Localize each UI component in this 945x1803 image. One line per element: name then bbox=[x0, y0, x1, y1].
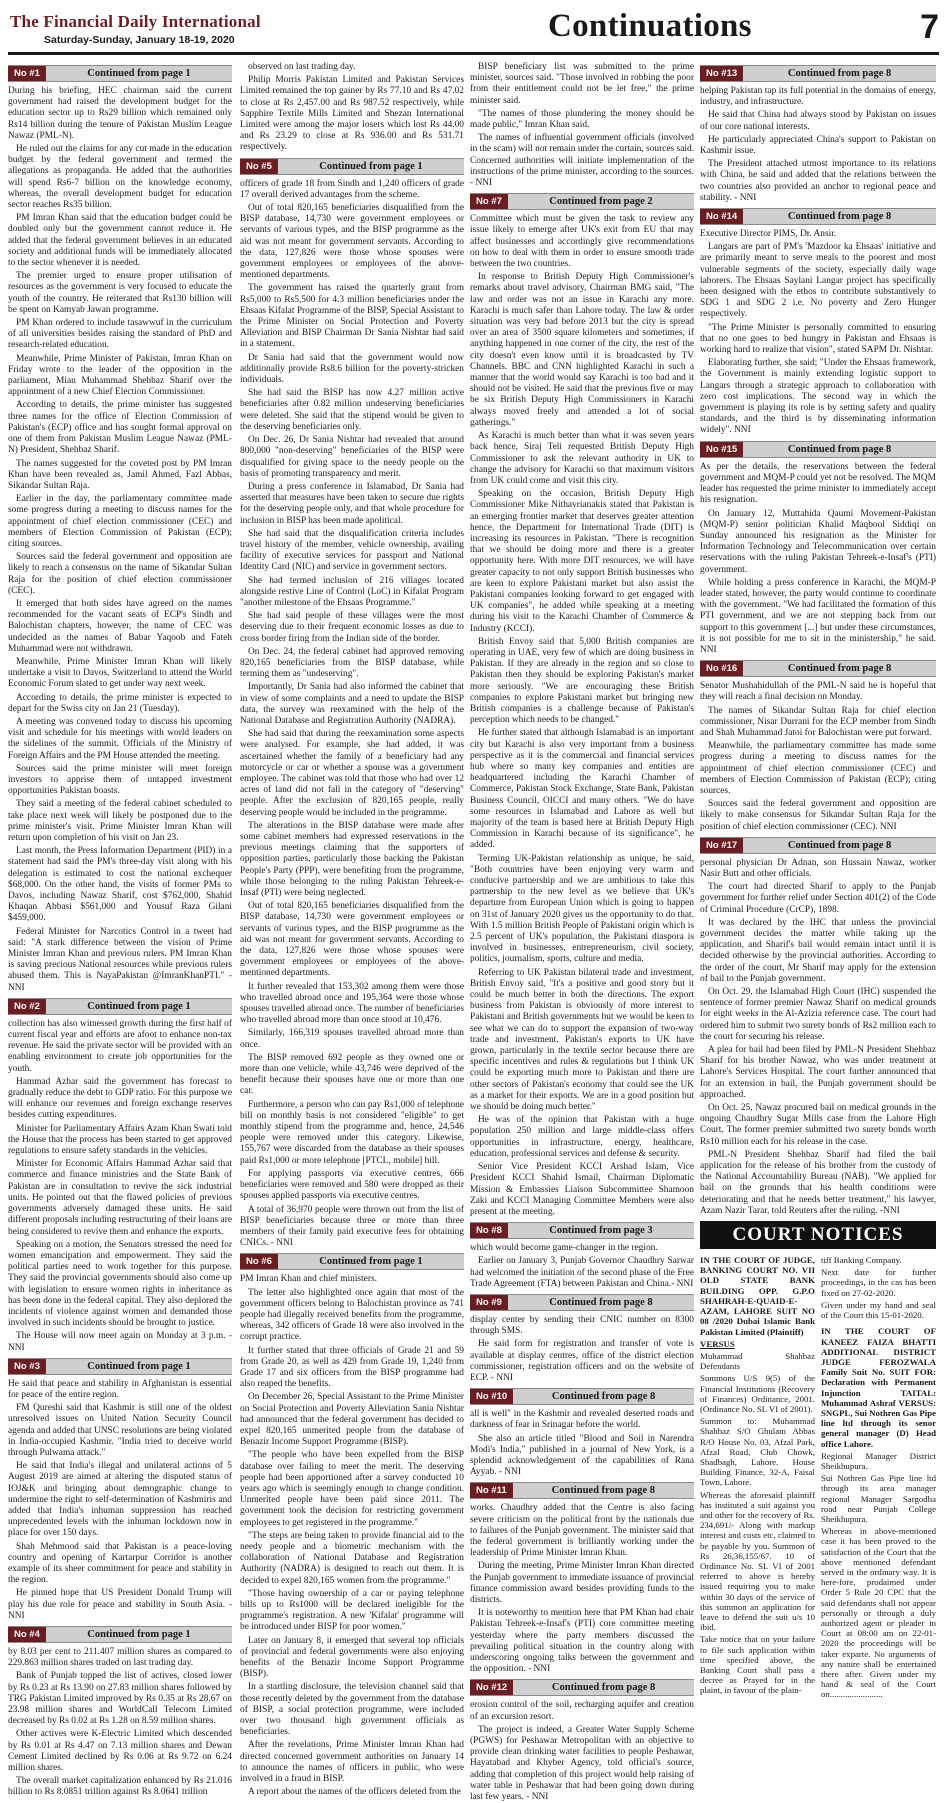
article-header bbox=[700, 837, 936, 854]
court-notice-paragraph: Muhammad Shahbaz Defendants bbox=[700, 1350, 815, 1372]
paragraph: Last month, the Press Information Department (PID) in a statement had said the PM's three-day visit along with his delegation is estimated to cost the national exchequer $68,000. On the other hand, the visits of former PMs to Davos, including Nawaz Sharif, cost $762,000, Shahid Khaqan Abbasi $561,000 and Yousuf Raza Gilani $459,000. bbox=[8, 846, 232, 924]
paragraph: BISP beneficiary list was submitted to the prime minister, sources said. "Those involved in robbing the poor from their entitlement could not be let free," the prime minister said. bbox=[470, 62, 694, 106]
column-4 bbox=[700, 62, 936, 1700]
article-number: No #7 bbox=[470, 194, 508, 209]
article-header bbox=[240, 158, 464, 175]
paragraph: A report about the names of the officers deleted from the bbox=[248, 1787, 461, 1798]
article bbox=[470, 1482, 694, 1675]
paragraph: The BISP removed 692 people as they owned one or more than one vehicle, while 43,746 were deprived of the benefit because their spouses have one or more than one car. bbox=[240, 1052, 464, 1097]
article-number: No #8 bbox=[470, 1223, 508, 1238]
article-number: No #16 bbox=[700, 661, 743, 676]
article-header bbox=[470, 1294, 694, 1311]
court-notice-paragraph: Summon to: Muhammad Shahbaz S/O Ghulam Abbas R/O House No. 03, Afzal Park, Afzal Road, Club Chowk, Shadbagh, Lahore. House Building Finance, 32-A, Faisal Town, Lahore. bbox=[700, 1416, 815, 1488]
paragraph: The overall market capitalization enhanced by Rs 21.016 billion to Rs 8.0851 trillion against Rs 8.0641 trillion bbox=[8, 1776, 232, 1798]
article-continued-label: Continued from page 2 bbox=[549, 196, 653, 208]
article-number: No #1 bbox=[8, 66, 46, 81]
article-number: No #4 bbox=[8, 1627, 46, 1642]
article-continued-label: Continued from page 1 bbox=[319, 1256, 423, 1268]
paragraph: observed on last trading day. bbox=[248, 62, 356, 72]
paragraph: Furthermore, a person who can pay Rs1,000 of telephone bill on monthly basis is not considered "eligible" to get monthly stipend from the programme and, hence, 24,546 people were removed under this category. Likewise, 155,767 were discarded from the database as their spouses paid Rs1,000 or more telephone [PTCL, mobile] bill. bbox=[240, 1099, 464, 1166]
paragraph: He said that India's illegal and unilateral actions of 5 August 2019 are aimed at altering the disputed status of IOJ&K and bringing about demographic change to undermine the right to self-determination of Kashmiris and added that India's inhuman suppression has reached unprecedented levels with the inhuman lockdown now in place for over 150 days. bbox=[8, 1461, 232, 1539]
paragraph: On Dec. 24, the federal cabinet had approved removing 820,165 beneficiaries from the BISP database, while terming them as "undeserving". bbox=[240, 646, 464, 680]
article-number: No #11 bbox=[470, 1483, 513, 1498]
article-header bbox=[470, 193, 694, 210]
article-header bbox=[470, 1222, 694, 1239]
paragraph: It is noteworthy to mention here that PM Khan had chair Pakistan Tehreek-e-Insaf's (PTI) core committee meeting yesterday where the party members discussed the prevailing political situation in the country along with underscoring ongoing talks between the government and the opposition. - NNI bbox=[470, 1608, 694, 1675]
paragraph: British Envoy said that 5,000 British companies are operating in UAE, very few of which are doing business in Pakistan. If they are already in the region and so close to Pakistan then they should be exploring Pakistan's market more seriously. "We are encouraging these British companies to explore Pakistani market but bringing new British companies is a challenge because of Pakistan's perception which needs to be changed." bbox=[470, 636, 694, 726]
court-notice-heading: IN THE COURT OF JUDGE, BANKING COURT NO. VII OLD STATE BANK BUILDING OPP. G.P.O SHAHRAH-E-QUAID-E-AZAM, LAHORE SUIT NO 08 /2020 Dubai Islamic Bank Pakistan Limited (Plaintiff) bbox=[700, 1255, 815, 1337]
paragraph: The premier urged to ensure proper utilisation of resources as the government is very focused to educate the youth of the country. He reiterated that Rs130 billion will be spent on Kamyab Jawan programme. bbox=[8, 271, 232, 315]
article-header bbox=[700, 660, 936, 677]
paragraph: On Dec. 26, Dr Sania Nishtar had revealed that around 800,000 "non-deserving" beneficiaries of the BISP were disqualified for giving space to the needy people on the basis of promoting transparency and merit. bbox=[240, 435, 464, 479]
paragraph: PM Imran Khan said that the education budget could be doubled only but the government cannot reduce it. He added that the federal government believes in an educated society and additional funds will be immediately allocated to the sector whenever it is needed. bbox=[8, 213, 232, 269]
article-continued-label: Continued from page 1 bbox=[87, 1629, 191, 1640]
paragraph: During his briefing, HEC chairman said the current government had raised the development budget for the education sector up to Rs29 billion which remained only Rs14 billion during the tenure of Pakistan Muslim League Nawaz (PML-N). bbox=[8, 86, 232, 141]
court-notice-paragraph: Take notice that on your failure to file such application within time specified above, the Banking Court shall pass a decree as Prayed for in the plaint, in favour of the plain- bbox=[700, 1634, 815, 1696]
article-body bbox=[240, 179, 464, 1250]
article-continued-label: Continued from page 8 bbox=[551, 1682, 656, 1694]
article-header bbox=[470, 1679, 694, 1696]
article-body bbox=[470, 62, 694, 189]
article bbox=[240, 158, 464, 1250]
paragraph: helping Pakistan tap its full potential in the domains of energy, industry, and infrastructure. bbox=[700, 86, 936, 108]
paragraph: Hammad Azhar said the government has forecast to gradually reduce the debt to GDP ratio. For this purpose we will enhance our revenues and foreign exchange reserves besides cutting expenditures. bbox=[8, 1076, 232, 1121]
paragraph: Minister for Parliamentary Affairs Azam Khan Swati told the House that the process has been started to get approved regulations to ensure safety standards in the vehicles. bbox=[8, 1123, 232, 1157]
paragraph: Langars are part of PM's 'Mazdoor ka Ehsaas' initiative and are primarily meant to serve meals to the poorest and most vulnerable segments of the society, especially daily wage laborers. The Ehsaas Saylani Langar project has specifically been designed with the ethos to contribute substantively to SDG 1 and SDG 2 i.e. No poverty and Zero Hunger respectively. bbox=[700, 242, 936, 320]
article-continued-label: Continued from page 8 bbox=[787, 443, 892, 455]
article bbox=[8, 65, 232, 994]
paragraph: He particularly appreciated China's support to Pakistan on Kashmir issue. bbox=[700, 134, 936, 157]
article-header bbox=[8, 1358, 232, 1375]
article-header bbox=[8, 65, 232, 82]
paragraph: display center by sending their CNIC number on 8300 through SMS. bbox=[470, 1314, 694, 1337]
paragraph: According to details, the prime minister is expected to depart for the Swiss city on Jan 21 (Tuesday). bbox=[8, 692, 232, 714]
masthead-rule bbox=[8, 52, 939, 55]
paragraph: He was of the opinion that Pakistan with a huge population 250 million and large middle-class offers opportunities in infrastructure, energy, healthcare, education, professional services and defense & security. bbox=[470, 1115, 694, 1159]
paragraph: A total of 36,970 people were thrown out from the list of BISP beneficiaries because three or more than three members of their family paid executive fees for obtaining CNICs. - NNI bbox=[240, 1204, 464, 1249]
article-header bbox=[700, 65, 936, 82]
article-body bbox=[240, 1274, 464, 1798]
paragraph: According to details, the prime minister has suggested three names for the office of Election Commission of Pakistan's (ECP) office and has sought formal approval on one of them from Pakistan Muslim League Nawaz (PML-N) President, Shehbaz Sharif. bbox=[8, 400, 232, 456]
court-notice-paragraph: Next date for further proceedings, in the cas has been fixed on 27-02-2020. bbox=[821, 1267, 936, 1298]
paragraph: Bank of Punjab topped the list of actives, closed lower by Rs 0.23 at Rs 13.90 on 27.83 million shares followed by TRG Pakistan Limited improved by Rs 0.35 at Rs 28.67 on 23.98 million shares and WorldCall Telecom Limited decreased by Rs 0.02 at Rs 1.28 on 8.59 million shares. bbox=[8, 1671, 232, 1727]
paragraph: Senator Mushahidullah of the PML-N said he is hopeful that they will reach a final decision on Monday. bbox=[700, 681, 936, 703]
article bbox=[240, 62, 464, 154]
paragraph: It emerged that both sides have agreed on the names recommended for the vacant seats of ECP's Sindh and Balochistan chapters, however, the name of CEC was undecided as the names of Babar Yaqoob and Fateh Muhammad were not withdrawn. bbox=[8, 598, 232, 654]
paragraph: "The steps are being taken to provide financial aid to the needy people and a biometric mechanism with the collaboration of National Database and Registration Authority (NADRA) is designed to reach out them. It is decided to expel 820,165 women from the programme." bbox=[240, 1530, 464, 1586]
court-notice-heading: IN THE COURT OF KANEEZ FAIZA BHATTI ADDITIONAL DISTRICT JUDGE FEROZWALA Family Suit No. SUIT FOR: Declaration with Permanent Injunction TAITAL: Muhammad Ashraf VERSUS: SNGPL, Sui Nothren Gas Pipe line ltd through its senor general manager (D) Head office Lahore. bbox=[821, 1326, 936, 1449]
article-continued-label: Continued from page 8 bbox=[787, 211, 892, 223]
paragraph: Earlier on January 3, Punjab Governor Chaudhry Sarwar had welcomed the initiation of the second phase of the Free Trade Agreement (FTA) between Pakistan and China.- NNI bbox=[470, 1256, 694, 1289]
paragraph: Philip Morris Pakistan Limited and Pakistan Services Limited remained the top gainer by Rs 77.10 and Rs 47.02 to close at Rs 2,457.00 and Rs 987.52 respectively, while Sapphire Textile Mills Limited and Shezan International Limited were among the major losers which lost Rs 44.00 and Rs 23.29 to close at Rs 936.00 and Rs 531.71 respectively. bbox=[240, 75, 464, 153]
paragraph: The names of influential government officials (involved in the scam) will not remain under the curtain, sources said. Concerned authorities will initiate implementation of the instructions of the prime minister, according to the sources. - NNI bbox=[470, 133, 694, 189]
article-body bbox=[470, 1243, 694, 1290]
article-number: No #9 bbox=[470, 1295, 508, 1310]
paragraph: It further stated that three officials of Grade 21 and 59 from Grade 20, as well as 429 from Grade 19, 1,240 from Grade 17 and six officers from the BISP programme had also reaped the benefits. bbox=[240, 1345, 464, 1390]
paragraph: Out of total 820,165 beneficiaries disqualified from the BISP database, 14,730 were government employees or servants of various types, and the BISP programme as the aid was not meant for government servants. According to the data, 127,826 were those whose spouses were government employees or employees of the above-mentioned departments. bbox=[240, 203, 464, 281]
article-body bbox=[470, 1700, 694, 1803]
article-number: No #14 bbox=[700, 209, 743, 224]
article-header bbox=[700, 441, 936, 458]
paragraph: She had said that during the reexamination some aspects were analysed. For example, she had added, it was ascertained whether the family of a beneficiary had any motorcycle or car or whether a spouse was a government employee. The cabinet was told that those who had over 12 acres of land did not fall in the category of "deserving" people. After the exclusion of 820,165 people, really deserving people would be included in the programme. bbox=[240, 729, 464, 818]
article-header bbox=[8, 1626, 232, 1643]
article bbox=[700, 660, 936, 833]
article-body bbox=[8, 1647, 232, 1799]
paragraph: The alterations in the BISP database were made after some cabinet members had expressed reservations in the previous meetings claiming that the supporters of opposition parties, particularly those backing the Pakistan People's Party (PPP), were benefiting from the programme, while those belonging to the ruling Pakistan Tehreek-e-Insaf (PTI) were being neglected. bbox=[240, 820, 464, 899]
paragraph: Speaking on a motion, the Senators stressed the need for women emancipation and empowerment. They said the political parties need to work together for this purpose. They said the provincial governments should also come up with legislation to ensure women rights in inheritance as has been done in the federal capital. They also deplored the incidents of violence against women and demanded those involved in such incidents should be brought to justice. bbox=[8, 1239, 232, 1329]
article bbox=[470, 1388, 694, 1478]
column-4-articles bbox=[700, 65, 936, 1217]
paragraph: Out of total 820,165 beneficiaries disqualified from the BISP database, 14,730 were government employees or servants of various types, and the BISP programme as the aid was not meant for government servants. According to the data, 127,826 were those whose spouses were government employees or employees of the above-mentioned departments. bbox=[240, 901, 464, 979]
article-body bbox=[240, 62, 464, 154]
article-continued-label: Continued from page 1 bbox=[87, 1000, 191, 1012]
paragraph: He further stated that although Islamabad is an important city but Karachi is also very important from a business perspective as it is the commercial and financial services hub where so many key companies and entities are headquartered including the Karachi Chamber of Commerce, Pakistan Stock Exchange, State Bank, Pakistan Business Council, OICCI and many others. "We do have some resources in Islamabad and Lahore as well but majority of the team is based here at British Deputy High Commission in Karachi because of its significance", he added. bbox=[470, 728, 694, 851]
article bbox=[470, 1222, 694, 1290]
article-number: No #15 bbox=[700, 442, 743, 457]
paragraph: He said that China had always stood by Pakistan on issues of our core national interests. bbox=[700, 110, 936, 132]
article-body bbox=[470, 214, 694, 1218]
article-continued-label: Continued from page 8 bbox=[787, 68, 892, 79]
article-number: No #5 bbox=[240, 159, 278, 174]
paragraph: PM Imran Khan and chief ministers. bbox=[240, 1274, 377, 1285]
paragraph: "Those having ownership of a car or paying telephone bills up to Rs1000 will be declared ineligible for the programme's registration. A new 'Kifalat' programme will be introduced under BISP for poor women." bbox=[240, 1588, 464, 1633]
paragraph: Federal Minister for Narcotics Control in a tweet had said: "A stark difference between the vision of Prime Minister Imran Khan and previous rulers. PM Imran Khan is saving precious National resources while previous rulers abused them. This is NayaPakistan @ImranKhanPTI." - NNI bbox=[8, 926, 232, 993]
paragraph: Speaking on the occasion, British Deputy High Commissioner Mike Nithavrianakis stated that Pakistan is an emerging frontier market that deserves greater attention hence, the Department for International Trade (DIT) is increasing its resources in Pakistan. "There is recognition that we should be doing more and there is a greater opportunity here. With more DIT resources, we will have greater capacity to not only support British businesses who are keen to explore Pakistani market but also assist the Pakistani companies looking forward to get engaged with UK companies", he added while speaking at a meeting during his visit to the Karachi Chamber of Commerce & Industry (KCCI). bbox=[470, 489, 694, 634]
article-header bbox=[240, 1253, 464, 1270]
paragraph: Later on January 8, it emerged that several top officials of provincial and federal governments were also enjoying benefits of the Benazir Income Support Programme (BISP). bbox=[240, 1635, 464, 1680]
column-1 bbox=[8, 62, 232, 1798]
article-body bbox=[470, 1409, 694, 1478]
paragraph: "The names of those plundering the money should be made public," Imran Khan said. bbox=[470, 108, 694, 131]
paragraph: The project is indeed, a Greater Water Supply Scheme (PGWS) for Peshawar Metropolitan with an objective to provide clean drinking water facilities to people Peshawar, Hayatabad and Khyber Agency, told official's source, adding that completion of this project would help raising of water table in Peshawar that had been going down during last few years. - NNI bbox=[470, 1724, 694, 1803]
paragraph: Minister for Economic Affairs Hammad Azhar said that commerce and finance ministries and the State Bank of Pakistan are in consultation to revive the sick industrial units. He pointed out that the flawed policies of previous governments adversely damaged these units. He said different proposals including restructuring of their loans are being considered to revive them and enhance the exports. bbox=[8, 1159, 232, 1237]
page-number: 7 bbox=[920, 8, 939, 46]
paragraph: Referring to UK Pakistan bilateral trade and investment, British Envoy said, "It's a positive and good story but it could be much better in both the directions. The export business from Pakistan is obviously of more interest to Pakistani and British governments but we would be keen to see what we can do to support the expansion of two-way trade and investment. Pakistan's exports to UK have grown, particularly in the textile sector because there are specific incentives and rules & regulations but I think UK could be exporting much more to Pakistan and there are other sectors of Pakistan's economy that could see the UK as a market for their exports. We are in a good position but we should be doing much better." bbox=[470, 967, 694, 1113]
article-body bbox=[700, 229, 936, 437]
paragraph: "The people who have been expelled from the BISP database over failing to meet the merit. The deserving people had been apportioned after a survey conducted 10 years ago which is seemingly enough to change condition. Unmerited people have been paid since 2011. The government took the decision for restricting government employees to get registered in the programme." bbox=[240, 1450, 464, 1528]
paragraph: On December 26, Special Assistant to the Prime Minister on Social Protection and Poverty Alleviation Sania Nishtar had announced that the federal government has decided to expel 820,165 unmerited people from the database of Benazir Income Support Programme (BISP). bbox=[240, 1392, 464, 1448]
paragraph: personal physician Dr Adnan, son Hussain Nawaz, worker Nasir Butt and other officials. bbox=[700, 857, 936, 879]
article-number: No #6 bbox=[240, 1254, 278, 1269]
paragraph: The names of Sikandar Sultan Raja for chief election commissioner, Nisar Durrani for the ECP member from Sindh and Shah Muhammad Jatoi for Balochistan were put forward. bbox=[700, 705, 936, 738]
paragraph: Earlier in the day, the parliamentary committee made some progress during a meeting to discuss names for the appointment of chief election commissioner (CEC) and members of Election Commission of Pakistan (ECP); citing sources. bbox=[8, 494, 232, 549]
article bbox=[8, 998, 232, 1354]
article-continued-label: Continued from page 1 bbox=[87, 68, 191, 79]
paragraph: erosion control of the soil, recharging aquifer and creation of an excursion resort. bbox=[470, 1700, 694, 1722]
paragraph: PML-N President Shehbaz Sharif had filed the bail application for the release of his brother from the custody of the National Accountability Bureau (NAB). "We applied for bail on the grounds that his health conditions were deteriorating and that he needs better treatment," his lawyer, Azam Nazir Tarar, told Reuters after the ruling. -NNI bbox=[700, 1149, 936, 1216]
article-number: No #2 bbox=[8, 999, 46, 1014]
paragraph: which would become game-changer in the region. bbox=[470, 1243, 658, 1254]
paragraph: Senior Vice President KCCI Arshad Islam, Vice President KCCI Shahid Ismail, Chairman Diplomatic Mission & Embassies Liaison Subcommittee Shamoon Zaki and KCCI Managing Committee Members were also present at the meeting. bbox=[470, 1162, 694, 1217]
paragraph: Executive Director PIMS, Dr. Ansir. bbox=[700, 229, 837, 240]
paragraph: "The Prime Minister is personally committed to ensuring that no one goes to bed hungry in Pakistan and Ehsaas is working hard to realize that vision", stated SAPM Dr. Nishtar. bbox=[700, 322, 936, 356]
article-body bbox=[470, 1503, 694, 1675]
paragraph: During a press conference in Islamabad, Dr Sania had asserted that measures have been taken to secure due rights for the deserving people only, and that whole procedure for inclusion in BISP has been made apolitical. bbox=[240, 481, 464, 526]
paragraph: As per the details, the reservations between the federal government and MQM-P could yet not be resolved. The MQM leader has requested the prime minister to immediately accept his resignation. bbox=[700, 461, 936, 506]
paragraph: In a startling disclosure, the television channel said that those recently deleted by the government from the database of BISP, a social protection programme, were included over two thousand high government officials as beneficiaries. bbox=[240, 1682, 464, 1738]
paragraph: It was declared by the IHC that unless the provincial government decides the matter while taking up the application, and Sharif's bail would remain intact until it is decided otherwise by the provincial authorities. According to the order of the court, Mr Sharif may apply for the extension of bail to the Punjab government. bbox=[700, 917, 936, 984]
paragraph: The names suggested for the coveted post by PM Imran Khan have been revealed as, Jamil Ahmed, Fazl Abbas, Sikandar Sultan Raja. bbox=[8, 458, 232, 491]
court-notice-paragraph: Summons U/S 9(5) of the Financial Institutions (Recovery of Finances) Ordinance, 2001. (Ordinance No. SL VI of 2001). bbox=[700, 1373, 815, 1414]
paragraph: FM Qureshi said that Kashmir is still one of the oldest unresolved issues on United Nation Security Council agenda and added that UNSC resolutions are being violated in India-occupied Kashmir. "India tried to deceive world through Pulwama attack." bbox=[8, 1403, 232, 1458]
paragraph: collection has also witnessed growth during the first half of current fiscal year and efforts are afoot to enhance non-tax revenue. He said the private sector will be provided with an enabling environment to create job opportunities for the youth. bbox=[8, 1018, 232, 1074]
article-header bbox=[8, 998, 232, 1015]
article-header bbox=[470, 1482, 694, 1499]
paragraph: She had said that the disqualification criteria includes travel history of the member, vehicle ownership, availing facility of executive services for passport and National Identity Card (NIC) and service in government sectors. bbox=[240, 528, 464, 573]
court-notices bbox=[700, 1255, 936, 1702]
masthead bbox=[8, 4, 939, 62]
paragraph: As Karachi is much better than what it was seven years back hence, Siraj Teli requested British Deputy High Commissioner to ask the relevant authority in UK to change the advisory for Karachi so that maximum visitors from UK could come and visit this city. bbox=[470, 431, 694, 486]
article bbox=[470, 62, 694, 189]
article-continued-label: Continued from page 8 bbox=[551, 1391, 656, 1403]
article-continued-label: Continued from page 1 bbox=[87, 1360, 191, 1372]
article-body bbox=[700, 858, 936, 1217]
newspaper-title: The Financial Daily International bbox=[10, 12, 261, 31]
court-notice-left bbox=[700, 1255, 815, 1702]
paragraph: She had said the BISP has now 4.27 million active beneficiaries after 0.82 million undeserving beneficiaries were deleted. She said that the stipend would be given to the deserving beneficiaries only. bbox=[240, 388, 464, 432]
issue-date: Saturday-Sunday, January 18-19, 2020 bbox=[44, 34, 235, 46]
court-notice-right bbox=[821, 1255, 936, 1702]
article-body bbox=[8, 1019, 232, 1354]
paragraph: Similarly, 166,319 spouses travelled abroad more than once. bbox=[240, 1028, 464, 1050]
article bbox=[240, 1253, 464, 1798]
paragraph: The House will now meet again on Monday at 3 p.m. - NNI bbox=[8, 1331, 232, 1353]
paragraph: by 8.03 per cent to 211.407 million shares as compared to 229.863 million shares traded on last trading day. bbox=[8, 1647, 232, 1669]
article bbox=[470, 1679, 694, 1803]
court-notice-versus: VERSUS bbox=[700, 1338, 735, 1349]
paragraph: Dr Sania had said that the government would now additionally provide Rs8.6 billion for the poverty-stricken individuals. bbox=[240, 352, 464, 386]
paragraph: He said form for registration and transfer of vote is available at display centres, office of the district election commissioner, registration officers and on the website of ECP. - NNI bbox=[470, 1339, 694, 1383]
paragraph: For applying passports via executive centres, 666 beneficiaries were removed and 580 were dropped as their spouses applied passports via executive centres. bbox=[240, 1168, 464, 1202]
paragraph: The letter also highlighted once again that most of the government officers belong to Balochistan province as 741 people had illegally received benefits from the programme, whereas, 342 officers of Grade 18 were also involved in the corrupt practice. bbox=[240, 1287, 464, 1343]
paragraph: During the meeting, Prime Minister Imran Khan directed the Punjab government to immediate issuance of provincial finance commission award besides providing funds to the districts. bbox=[470, 1561, 694, 1605]
paragraph: Other actives were K-Electric Limited which descended by Rs 0.01 at Rs 4.47 on 7.13 million shares and Dewan Cement Limited declined by Rs 0.06 at Rs 9.72 on 6.24 million shares. bbox=[8, 1729, 232, 1774]
paragraph: PM Khan ordered to include tasawwuf in the curriculum of all universities besides raising the standard of PhD and research-related education. bbox=[8, 318, 232, 351]
paragraph: While holding a press conference in Karachi, the MQM-P leader stated, however, the party would continue to coordinate with the government. "We had facilitated the formation of this PTI government, and we are not stepping back from our support to this government [...] but under these circumstances, it is not possible for me to sit in the ministership," he said. NNI bbox=[700, 577, 936, 655]
article-continued-label: Continued from page 8 bbox=[551, 1485, 655, 1497]
paragraph: It further revealed that 153,302 among them were those who travelled abroad once and 195,364 were those whose spouses travelled abroad once. The number of beneficiaries who travelled abroad more than once stood at 10,476. bbox=[240, 981, 464, 1026]
article-body bbox=[8, 86, 232, 994]
paragraph: She also an article titled "Blood and Soil in Narendra Modi's India," published in a journal of New York, is a splendid acknowledgement of the capabilities of Rana Ayyab. - NNI bbox=[470, 1433, 694, 1478]
court-notice-paragraph: Given under my hand and seal of the Court this 15-01-2020. bbox=[821, 1299, 936, 1321]
paragraph: In response to British Deputy High Commissioner's remarks about travel advisory, Chairman BMG said, "The law and order was not an issue in Karachi any more. Karachi is much safer than Lahore today. The law & order situation was very bad before 2013 but the city is spread over an area of 3500 square kilometers and sometimes, if anything happened in one corner of the city, the rest of the city doesn't even know until it is broadcasted by TV Channels. BBC and CNN highlighted Karachi in such a manner that the world would say Karachi is too bad and it should not be visited. He said that the previous five or may be six British Deputy High Commissioners in Karachi always moved freely and attended a lot of social gatherings." bbox=[470, 272, 694, 428]
paragraph: Sources said the federal government and opposition are likely to make consensus for Sikandar Sultan Raja for the position of chief election commissioner (CEC). NNI bbox=[700, 799, 936, 832]
paragraph: On January 12, Muttahida Qaumi Movement-Pakistan (MQM-P) senior politician Khalid Maqbool Siddiqi on Sunday announced his resignation as the Minister for Information Technology and Telecommunication over certain reservations with the ruling Pakistan Tehreek-e-Insaf's (PTI) government. bbox=[700, 508, 936, 575]
paragraph: A plea for bail had been filed by PML-N President Shehbaz Sharif for his brother Nawaz, who was under treatment at Lahore's Services Hospital. The court further announced that for an extension in bail, the Punjab government should be approached. bbox=[700, 1045, 936, 1100]
paragraph: They said a meeting of the federal cabinet scheduled to take place next week will likely be postponed due to the prime minister's visit. Prime Minister Imran Khan will return upon completion of his visit on Jan 23. bbox=[8, 799, 232, 843]
article-number: No #3 bbox=[8, 1359, 46, 1374]
article bbox=[700, 208, 936, 437]
paragraph: Committee which must be given the task to review any issue likely to emerge after UK's exit from EU that may affect businesses and accordingly give recommendations on how to deal with them in order to ensure smooth trade between the two countries. bbox=[470, 214, 694, 270]
paragraph: all is well" in the Kashmir and revealed deserted roads and darkness of fear in Srinagar before the world. bbox=[470, 1409, 694, 1431]
article-number: No #13 bbox=[700, 66, 743, 81]
paragraph: officers of grade 18 from Sindh and 1,240 officers of grade 17 overall derived advantages from the scheme. bbox=[240, 178, 464, 200]
article-body bbox=[700, 681, 936, 833]
article-number: No #17 bbox=[700, 838, 743, 853]
article-body bbox=[8, 1379, 232, 1622]
paragraph: The government has raised the quarterly grant from Rs5,000 to Rs5,500 for 4.3 million beneficiaries under the Ehsaas Kifalat Programme of the BISP, Special Assistant to the Prime Minister on Social Protection and Poverty Alleviation and BISP Chairman Dr Sania Nishtar had said in a statement. bbox=[240, 283, 464, 350]
article bbox=[470, 193, 694, 1218]
paragraph: He said that peace and stability in Afghanistan is essential for peace of the entire region. bbox=[8, 1378, 232, 1400]
article bbox=[700, 65, 936, 204]
paragraph: Elaborating further, she said; "Under the Ehsaas framework, the Government is mainly extending logistic support to Langars through a strategic approach to collaboration with zero cost implications. The second way in which the government is playing its role is by setting safety and quality standards, and the third is by disseminating information widely". NNI bbox=[700, 358, 936, 436]
court-notice-paragraph: Whereas the aforesaid plaintiff has instituted a suit against you and other for the recovery of Rs. 234,691/- Along with markup interest and costs etc, claimed to be payable by you. Summon of Rs 26,36,155/67. 10 of Ordinance No. SL VI of 2001 referred to above is hereby issued requiring you to make within 30 days of the service of this summon an application for leave to defend the suit u/s 10 ibid. bbox=[700, 1489, 815, 1633]
article-header bbox=[470, 1388, 694, 1405]
paragraph: She had termed inclusion of 216 villages located alongside restive Line of Control (LoC) in Kifalat Program "another milestone of the Ehsaas Programme." bbox=[240, 575, 464, 608]
article-continued-label: Continued from page 8 bbox=[549, 1296, 653, 1308]
paragraph: Meanwhile, Prime Minister of Pakistan, Imran Khan on Friday wrote to the leader of the opposition in the parliament, Mian Muhammad Shehbaz Sharif over the appointment of a new Chief Election Commissioner. bbox=[8, 353, 232, 398]
article bbox=[700, 837, 936, 1217]
article-continued-label: Continued from page 8 bbox=[787, 663, 892, 675]
paragraph: After the revelations, Prime Minister Imran Khan had directed concerned government authorities on January 14 to announce the names of officers in public, who were involved in a fraud in BISP. bbox=[240, 1740, 464, 1785]
paragraph: He ruled out the claims for any cut made in the education budget by the federal government and termed the allegations as propaganda. He added that the authorities will spend Rs6-7 billion on the knowledge economy, whereas, the overall development budget for education sector reaches Rs35 billion. bbox=[8, 144, 232, 211]
paragraph: She had said people of these villages were the most deserving due to their frequent economic losses as due to cross border firing from the Indian side of the border. bbox=[240, 611, 464, 644]
paragraph: Terming UK-Pakistan relationship as unique, he said, "Both countries have been enjoying very warm and conducive partnership and we are ambitious to take this partnership to the new level as we believe that UK's departure from European Union which is going to happen on 31st of January 2020 gives us the opportunity to do that. With 1.5 million British People of Pakistani origin which is 2.5 percent of UK's population, the Pakistani diaspora is involved in businesses, entrepreneurism, civil society, politics, journalism, sports, culture and media. bbox=[470, 853, 694, 965]
paragraph: Meanwhile, the parliamentary committee has made some progress during a meeting to discuss names for the appointment of chief election commissioner (CEC) and members of Election Commission of Pakistan (ECP); citing sources. bbox=[700, 741, 936, 796]
court-notice-paragraph: Sui Nothren Gas Pipe line ltd through its area manager regional Manager Sargodha road near Punjab College Sheikhupura. bbox=[821, 1473, 936, 1524]
court-notices-banner: COURT NOTICES bbox=[700, 1221, 936, 1249]
article-header bbox=[700, 208, 936, 225]
paragraph: On Oct. 25, Nawaz procured bail on medical grounds in the ongoing Chaudhry Sugar Mills case from the Lahore High Court. The former premier submitted two surety bonds worth Rs10 million each for his release in the case. bbox=[700, 1103, 936, 1147]
section-title: Continuations bbox=[548, 8, 752, 44]
court-notice-paragraph: Whereas in above-mentioned case it has been proved to the satisfaction of the Court that the above mentioned defendant served in the ordinary way. It is here-fore, prodaimed under Order 5 Rule 20 CPC that the said defendants shall not appear personally or through a duly authorized agent or pleader in Court at 08:00 am on 22-01-2020 the proceedings will be taker exparte. No arguments of any nature shall be entertained there after. Given under my hand & seal of the Court on........................ bbox=[821, 1526, 936, 1700]
article bbox=[470, 1294, 694, 1384]
column-2 bbox=[240, 62, 464, 1798]
article-continued-label: Continued from page 3 bbox=[549, 1225, 653, 1237]
paragraph: On Oct. 29, the Islamabad High Court (IHC) suspended the sentence of former premier Nawaz Sharif on medical grounds for eight weeks in the Al-Azizia reference case. The court had ordered him to submit two surety bonds of Rs2 million each to the court for securing his release. bbox=[700, 987, 936, 1042]
paragraph: Importantly, Dr Sania had also informed the cabinet that in view of some complaints and a need to update the BISP data, the survey was reexamined with the help of the National Database and Registration Authority (NADRA). bbox=[240, 682, 464, 726]
paragraph: He pinned hope that US President Donald Trump will play his due role for peace and stability in South Asia. - NNI bbox=[8, 1588, 232, 1621]
paragraph: Meanwhile, Prime Minister Imran Khan will likely undertake a visit to Davos, Switzerland to attend the World Economic Forum slated to get under way next week. bbox=[8, 656, 232, 690]
court-notice-paragraph: Regional Manager District Sheikhupura. bbox=[821, 1450, 936, 1471]
article bbox=[8, 1626, 232, 1799]
paragraph: A meeting was convened today to discuss his upcoming visit and schedule for his meetings with world leaders on the sidelines of the summit. Officials of the Ministry of Foreign Affairs and the PM House attended the meeting. bbox=[8, 716, 232, 761]
article-continued-label: Continued from page 8 bbox=[787, 839, 892, 851]
article-continued-label: Continued from page 1 bbox=[319, 160, 423, 172]
paragraph: works. Chaudhry added that the Centre is also facing severe criticism on the political front by the nationals due to failures of the Punjab government. The minister said that the federal government is brilliantly working under the leadership of Prime Minister Imran Khan. bbox=[470, 1503, 694, 1559]
column-3 bbox=[470, 62, 694, 1803]
article-number: No #10 bbox=[470, 1389, 513, 1404]
article bbox=[700, 441, 936, 656]
paragraph: Sources said the prime minister will meet foreign investors to apprise them of untapped investment opportunities Pakistan boasts. bbox=[8, 763, 232, 797]
article-number: No #12 bbox=[470, 1680, 513, 1695]
article-body bbox=[700, 462, 936, 656]
article-body bbox=[700, 86, 936, 204]
article bbox=[8, 1358, 232, 1622]
paragraph: The President attached utmost importance to its relations with China, he said and added that the relations between the two countries also provided an anchor to regional peace and stability. - NNI bbox=[700, 159, 936, 203]
paragraph: Sources said the federal government and opposition are likely to reach a consensus on the name of Sikandar Sultan Raja for the position of chief election commissioner (CEC). bbox=[8, 552, 232, 596]
court-notice-paragraph: tiff Banking Company. bbox=[821, 1255, 902, 1266]
article-body bbox=[470, 1315, 694, 1384]
paragraph: Shah Mehmood said that Pakistan is a peace-loving country and opening of Kartarpur Corridor is another example of its sheer commitment for peace and stability in the region. bbox=[8, 1541, 232, 1586]
paragraph: The court had directed Sharif to apply to the Punjab government for further relief under Section 401(2) of the Code of Criminal Procedure (CrCP), 1898. bbox=[700, 882, 936, 915]
